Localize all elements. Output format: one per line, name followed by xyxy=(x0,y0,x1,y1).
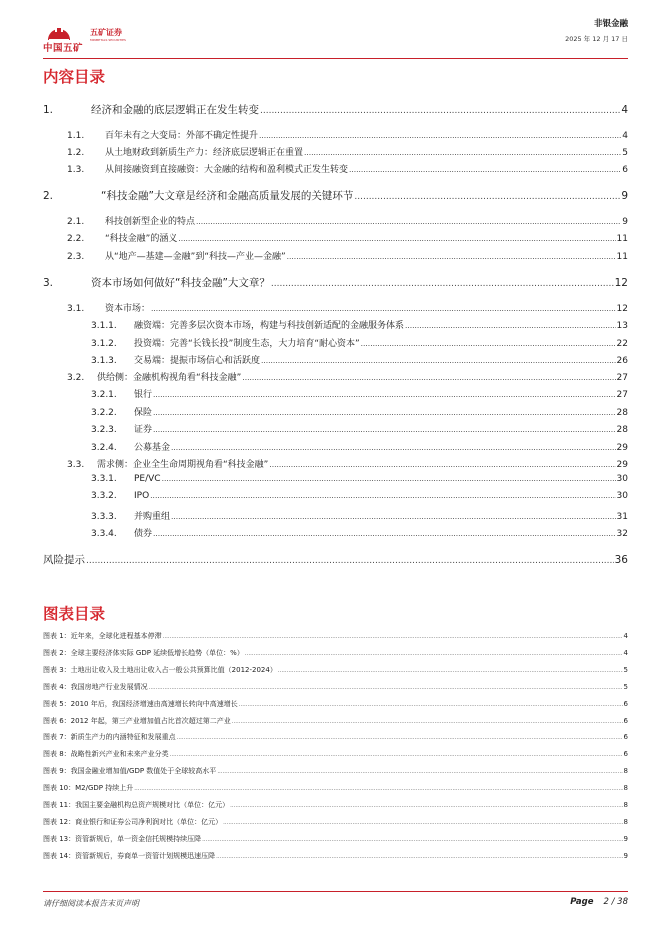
entry-number: 3.1. xyxy=(67,304,85,314)
dot-leader xyxy=(271,279,614,289)
footer-disclaimer: 请仔细阅读本报告末页声明 xyxy=(43,899,139,908)
figure-entry[interactable] xyxy=(43,732,628,742)
entry-title: 债券 xyxy=(134,529,153,539)
entry-number: 1.2. xyxy=(67,148,85,158)
toc-entry[interactable] xyxy=(43,552,628,567)
header-divider xyxy=(43,58,628,59)
toc-title: 内容目录 xyxy=(43,68,106,86)
entry-number: 3.3.2. xyxy=(91,491,117,501)
entry-title: 百年未有之大变局：外部不确定性提升 xyxy=(105,131,259,141)
entry-number: 3.3.1. xyxy=(91,474,117,484)
toc-entry[interactable] xyxy=(67,370,628,383)
figure-entry[interactable] xyxy=(43,682,628,692)
report-date: 2025 年 12 月 17 日 xyxy=(565,35,628,43)
dot-leader xyxy=(178,234,615,243)
entry-page-number: 13 xyxy=(616,321,628,331)
entry-page-number: 6 xyxy=(623,733,628,742)
entry-title: 保险 xyxy=(134,408,153,418)
entry-page-number: 27 xyxy=(616,390,628,400)
dot-leader xyxy=(223,820,622,826)
entry-title: 图表 5：2010 年后，我国经济增速由高速增长转向中高速增长 xyxy=(43,699,238,708)
entry-page-number: 8 xyxy=(623,817,628,826)
dot-leader xyxy=(361,339,616,348)
entry-page-number: 6 xyxy=(623,716,628,725)
entry-title: 图表 11：我国主要金融机构总资产规模对比（单位：亿元） xyxy=(43,801,230,809)
entry-page-number: 5 xyxy=(623,665,628,674)
dot-leader xyxy=(150,491,615,500)
entry-number: 2. xyxy=(43,190,54,202)
dot-leader xyxy=(261,356,616,365)
entry-page-number: 9 xyxy=(621,190,628,202)
toc-entry[interactable] xyxy=(91,353,628,366)
entry-title: 图表 2：全球主要经济体实际 GDP 延续低增长趋势（单位：%） xyxy=(43,648,244,657)
entry-page-number: 32 xyxy=(616,529,628,539)
dot-leader xyxy=(196,217,621,226)
figure-entry[interactable] xyxy=(43,851,628,861)
toc-entry[interactable] xyxy=(67,457,628,470)
entry-title: 融资端：完善多层次资本市场，构建与科技创新适配的金融服务体系 xyxy=(134,321,405,331)
entry-page-number: 9 xyxy=(623,851,628,860)
entry-number: 3.1.2. xyxy=(91,339,117,349)
entry-title: 供给侧：金融机构视角看“科技金融” xyxy=(97,373,242,383)
entry-page-number: 26 xyxy=(616,356,628,366)
figure-entry[interactable] xyxy=(43,631,628,641)
dot-leader xyxy=(163,634,623,640)
entry-title: 图表 14：资管新规后，券商单一资管计划规模迅速压降 xyxy=(43,851,216,860)
entry-title: 从间接融资到直接融资：大金融的结构和盈利模式正发生转变 xyxy=(105,165,349,175)
entry-title: 图表 8：战略性新兴产业和未来产业分类 xyxy=(43,750,169,759)
toc-entry[interactable] xyxy=(67,214,628,227)
toc-entry[interactable] xyxy=(91,474,628,484)
dot-leader xyxy=(162,474,616,483)
entry-number: 2.2. xyxy=(67,234,85,244)
entry-page-number: 6 xyxy=(623,750,628,759)
entry-page-number: 31 xyxy=(616,512,628,522)
toc-entry[interactable] xyxy=(91,491,628,501)
entry-title: 交易端：提振市场信心和活跃度 xyxy=(134,356,261,366)
figure-entry[interactable] xyxy=(43,766,628,776)
entry-title: 需求侧：企业全生命周期视角看“科技金融” xyxy=(97,460,269,470)
figure-entry[interactable] xyxy=(43,665,628,675)
entry-title: 资本市场： xyxy=(105,304,151,314)
dot-leader xyxy=(177,735,623,741)
dot-leader xyxy=(202,837,622,843)
entry-title: 图表 12：商业银行和证券公司净利润对比（单位：亿元） xyxy=(43,817,223,826)
dot-leader xyxy=(149,685,623,691)
dot-leader xyxy=(304,148,621,157)
entry-title: 经济和金融的底层逻辑正在发生转变 xyxy=(91,104,259,116)
dot-leader xyxy=(349,165,621,174)
entry-page-number: 4 xyxy=(623,648,628,657)
dot-leader xyxy=(278,668,623,674)
entry-number: 2.3. xyxy=(67,252,85,262)
figure-entry[interactable] xyxy=(43,716,628,726)
toc-entry[interactable] xyxy=(67,162,628,175)
dot-leader xyxy=(239,702,623,708)
dot-leader xyxy=(86,556,614,566)
entry-title: 图表 13：资管新规后，单一资金信托规模持续压降 xyxy=(43,834,202,843)
dot-leader xyxy=(287,252,616,261)
entry-page-number: 8 xyxy=(623,767,628,776)
entry-page-number: 28 xyxy=(616,425,628,435)
entry-title: 从“地产—基建—金融”到“科技—产业—金融” xyxy=(105,252,286,262)
entry-page-number: 11 xyxy=(616,234,628,244)
entry-title: 图表 9：我国金融业增加值/GDP 数值处于全球较高水平 xyxy=(43,767,217,776)
figure-entry[interactable] xyxy=(43,817,628,827)
dot-leader xyxy=(216,854,622,860)
entry-page-number: 4 xyxy=(623,632,628,640)
entry-title: 图表 6：2012 年起，第三产业增加值占比首次超过第二产业 xyxy=(43,716,231,725)
logo-brand: 五矿证券 xyxy=(90,28,122,37)
figure-entry[interactable] xyxy=(43,834,628,844)
entry-title: 图表 10：M2/GDP 持续上升 xyxy=(43,784,134,793)
dot-leader xyxy=(232,719,623,725)
entry-page-number: 9 xyxy=(623,834,628,843)
logo-text-cn: 中国五矿 xyxy=(43,43,84,54)
entry-page-number: 11 xyxy=(616,252,628,262)
toc-entry[interactable] xyxy=(67,301,628,314)
dot-leader xyxy=(134,786,622,792)
toc-entry[interactable] xyxy=(67,231,628,244)
dot-leader xyxy=(217,769,622,775)
toc-entry[interactable] xyxy=(91,422,628,435)
figure-entry[interactable] xyxy=(43,800,628,810)
entry-page-number: 12 xyxy=(616,304,628,314)
dot-leader xyxy=(230,803,622,809)
entry-page-number: 4 xyxy=(621,104,628,116)
toc-entry[interactable] xyxy=(91,318,628,331)
entry-number: 3.2.2. xyxy=(91,408,117,418)
entry-page-number: 36 xyxy=(614,554,628,566)
entry-page-number: 5 xyxy=(622,148,628,158)
entry-number: 3.3.3. xyxy=(91,512,117,522)
figures-title: 图表目录 xyxy=(43,605,106,623)
entry-page-number: 22 xyxy=(616,339,628,349)
minmetals-logo-icon xyxy=(46,18,72,42)
entry-page-number: 12 xyxy=(614,277,628,289)
page-label: Page xyxy=(570,897,594,907)
figure-entry[interactable] xyxy=(43,648,628,658)
dot-leader xyxy=(171,512,616,521)
toc-entry[interactable] xyxy=(67,249,628,262)
entry-page-number: 28 xyxy=(616,408,628,418)
dot-leader xyxy=(151,304,616,313)
entry-number: 3.2.1. xyxy=(91,390,117,400)
entry-page-number: 8 xyxy=(623,801,628,809)
toc-entry[interactable] xyxy=(67,145,628,158)
entry-title: 并购重组 xyxy=(134,512,171,522)
footer-divider xyxy=(43,891,628,892)
toc-entry[interactable] xyxy=(91,526,628,539)
entry-number: 3.3.4. xyxy=(91,529,117,539)
figure-entry[interactable] xyxy=(43,749,628,759)
entry-number: 3.1.1. xyxy=(91,321,117,331)
company-logo xyxy=(43,18,135,54)
entry-page-number: 30 xyxy=(616,474,628,484)
dot-leader xyxy=(153,390,616,399)
entry-page-number: 8 xyxy=(623,784,628,793)
entry-number: 3.3. xyxy=(67,460,85,470)
entry-page-number: 5 xyxy=(623,682,628,691)
toc-entry[interactable] xyxy=(43,188,628,203)
figure-entry[interactable] xyxy=(43,783,628,793)
dot-leader xyxy=(259,131,621,140)
entry-number: 3.2.3. xyxy=(91,425,117,435)
entry-page-number: 27 xyxy=(616,373,628,383)
toc-entry[interactable] xyxy=(43,102,628,117)
page-indicator xyxy=(570,897,628,907)
entry-title: IPO xyxy=(134,491,150,501)
dot-leader xyxy=(354,192,620,202)
entry-page-number: 30 xyxy=(616,491,628,501)
entry-title: 图表 7：新质生产力的内涵特征和发展重点 xyxy=(43,733,176,742)
entry-title: “科技金融”大文章是经济和金融高质量发展的关键环节 xyxy=(101,190,354,202)
entry-number: 1.3. xyxy=(67,165,85,175)
toc-entry[interactable] xyxy=(91,405,628,418)
entry-title: 资本市场如何做好“科技金融”大文章？ xyxy=(91,277,270,289)
toc-entry[interactable] xyxy=(43,275,628,290)
dot-leader xyxy=(269,460,615,469)
toc-entry[interactable] xyxy=(91,440,628,453)
entry-title: 图表 1：近年来，全球化进程基本停滞 xyxy=(43,632,162,640)
entry-page-number: 6 xyxy=(622,165,628,175)
entry-title: “科技金融”的涵义 xyxy=(105,234,178,244)
dot-leader xyxy=(153,425,616,434)
entry-number: 3.1.3. xyxy=(91,356,117,366)
entry-page-number: 9 xyxy=(622,217,628,227)
entry-number: 3.2. xyxy=(67,373,85,383)
toc-entry[interactable] xyxy=(91,336,628,349)
entry-title: 投资端：完善“长钱长投”制度生态，大力培育“耐心资本” xyxy=(134,339,360,349)
page-number: 2 / 38 xyxy=(603,897,628,907)
toc-entry[interactable] xyxy=(91,387,628,400)
entry-page-number: 4 xyxy=(622,131,628,141)
logo-subtitle: MINMETALS SECURITIES xyxy=(90,38,126,42)
figure-entry[interactable] xyxy=(43,699,628,709)
entry-page-number: 29 xyxy=(616,443,628,453)
entry-title: 证券 xyxy=(134,425,153,435)
entry-page-number: 6 xyxy=(623,699,628,708)
entry-title: 风险提示 xyxy=(43,554,85,566)
dot-leader xyxy=(171,443,616,452)
entry-title: 银行 xyxy=(134,390,153,400)
entry-title: 图表 3：土地出让收入及土地出让收入占一般公共预算比值（2012-2024） xyxy=(43,665,277,674)
entry-title: 从土地财政到新质生产力：经济底层逻辑正在重置 xyxy=(105,148,304,158)
dot-leader xyxy=(170,752,623,758)
entry-number: 1.1. xyxy=(67,131,85,141)
entry-number: 3. xyxy=(43,277,54,289)
dot-leader xyxy=(153,529,616,538)
toc-entry[interactable] xyxy=(91,509,628,522)
dot-leader xyxy=(242,373,615,382)
entry-number: 2.1. xyxy=(67,217,85,227)
toc-entry[interactable] xyxy=(67,128,628,141)
entry-title: 科技创新型企业的特点 xyxy=(105,217,196,227)
entry-title: 公募基金 xyxy=(134,443,171,453)
dot-leader xyxy=(260,106,620,116)
entry-number: 1. xyxy=(43,104,54,116)
dot-leader xyxy=(153,408,616,417)
report-category: 非银金融 xyxy=(593,19,628,29)
dot-leader xyxy=(245,651,623,657)
entry-title: PE/VC xyxy=(134,474,161,484)
entry-page-number: 29 xyxy=(616,460,628,470)
entry-title: 图表 4：我国房地产行业发展情况 xyxy=(43,682,148,691)
entry-number: 3.2.4. xyxy=(91,443,117,453)
dot-leader xyxy=(405,321,616,330)
